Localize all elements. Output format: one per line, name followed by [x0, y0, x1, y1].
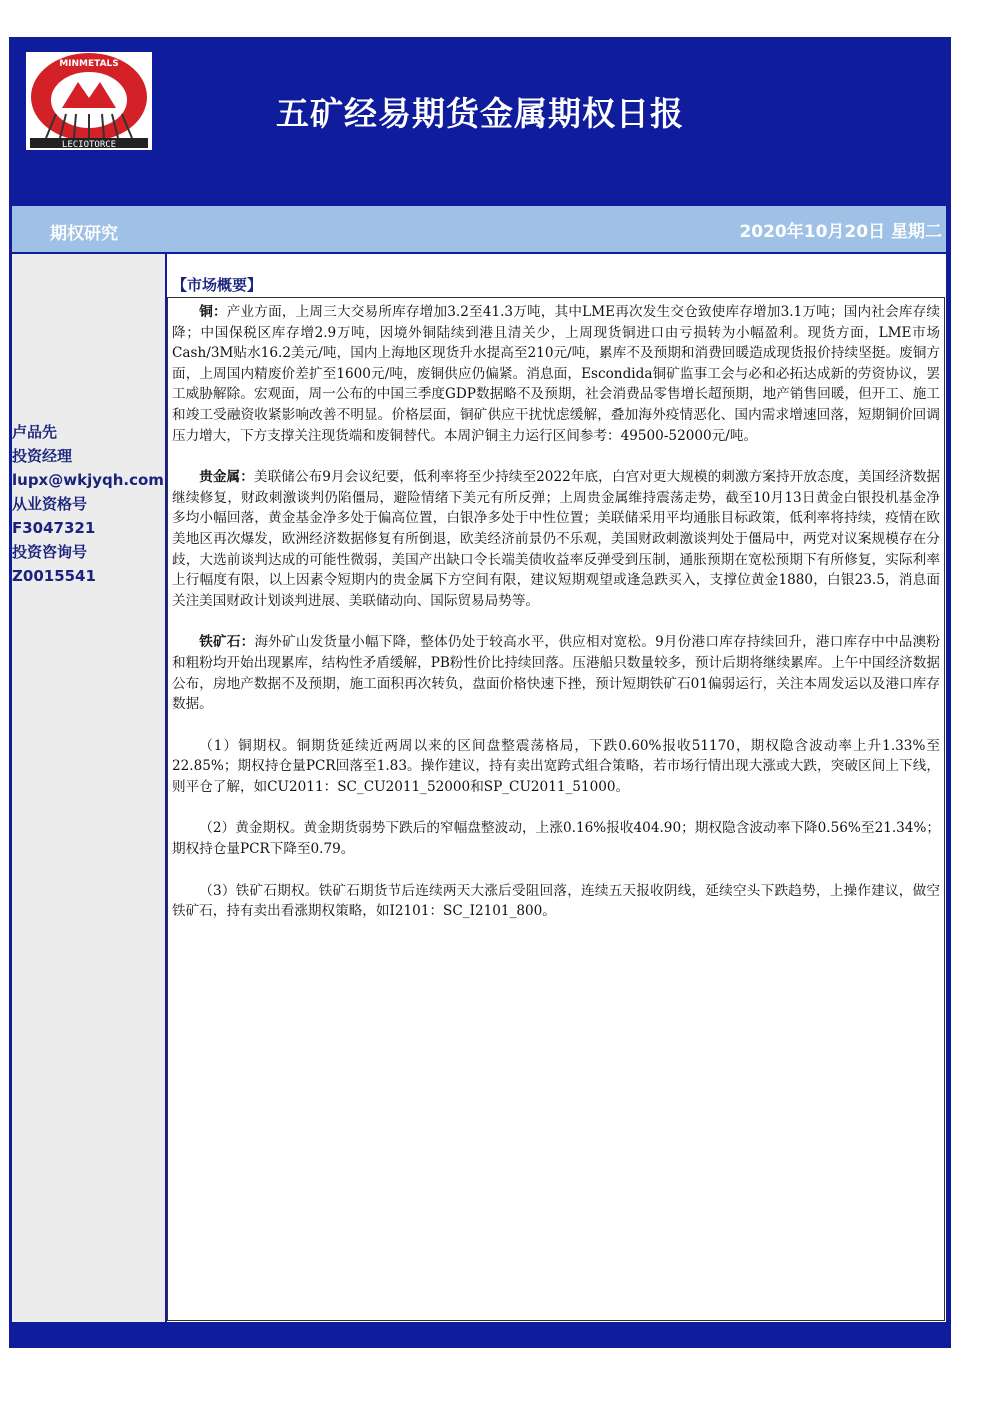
- market-summary-box: [167, 297, 945, 1321]
- analyst-name: 卢品先: [12, 423, 58, 441]
- consult-label: 投资咨询号: [12, 543, 88, 561]
- report-date: 2020年10月20日 星期二: [739, 222, 942, 242]
- iron-ore-paragraph: [172, 632, 940, 714]
- iron-ore-options-paragraph: （3）铁矿石期权。铁矿石期货节后连续两天大涨后受阻回落，连续五天报收阴线，延续空头下跌趋势，上操作建议，做空铁矿石，持有卖出看涨期权策略，如I2101：SC_I2101_800。: [172, 882, 940, 920]
- analyst-sidebar: [12, 254, 165, 1322]
- qualification-label: 从业资格号: [12, 495, 88, 513]
- analyst-title: 投资经理: [12, 447, 73, 465]
- precious-metals-paragraph: [172, 467, 940, 611]
- iron-ore-text: 海外矿山发货量小幅下降，整体仍处于较高水平，供应相对宽松。9月份港口库存持续回升，港口库存中中品澳粉和粗粉均开始出现累库，结构性矛盾缓解，PB粉性价比持续回落。压港船只数量较多，预计后期将继续累库。上午中国经济数据公布，房地产数据不及预期，施工面积再次转负，盘面价格快速下挫，预计短期铁矿石01偏弱运行，关注本周发运以及港口库存数据。: [172, 634, 940, 713]
- copper-options-paragraph: （1）铜期权。铜期货延续近两周以来的区间盘整震荡格局，下跌0.60%报收51170，期权隐含波动率上升1.33%至22.85%；期权持仓量PCR回落至1.83。操作建议，持有卖出宽跨式组合策略，若市场行情出现大涨或大跌，突破区间上下线，则平仓了解，如CU2011：SC_CU2011_52000和SP_CU2011_51000。: [172, 737, 940, 795]
- sidebar-edge-mark: [9, 590, 12, 608]
- copper-label: 铜：: [199, 304, 227, 320]
- qualification-number: F3047321: [12, 519, 96, 537]
- analyst-email[interactable]: lupx@wkjyqh.com: [12, 471, 164, 489]
- precious-metals-label: 贵金属：: [199, 469, 254, 486]
- iron-ore-label: 铁矿石：: [199, 634, 255, 651]
- minmetals-logo: [26, 52, 152, 150]
- analyst-info: [12, 420, 172, 588]
- consult-number: Z0015541: [12, 567, 96, 585]
- gold-options-paragraph: （2）黄金期权。黄金期货弱势下跌后的窄幅盘整波动，上涨0.16%报收404.90；期权隐含波动率下降0.56%至21.34%；期权持仓量PCR下降至0.79。: [172, 820, 940, 858]
- market-summary-heading: 【市场概要】: [172, 276, 263, 294]
- copper-paragraph: [172, 302, 940, 446]
- precious-metals-text: 美联储公布9月会议纪要，低利率将至少持续至2022年底，白宫对更大规模的刺激方案持开放态度，美国经济数据继续修复，财政刺激谈判仍陷僵局，避险情绪下美元有所反弹；上周贵金属维持震荡走势，截至10月13日黄金白银投机基金净多均小幅回落，黄金基金净多处于偏高位置，白银净多处于中性位置；美联储采用平均通胀目标政策，低利率将持续，疫情在欧美地区再次爆发，欧洲经济数据修复有所倒退，欧美经济前景仍不乐观，美国财政刺激谈判处于僵局中，两党对议案规模存在分歧，大选前谈判达成的可能性微弱，美国产出缺口令长端美债收益率反弹受到压制，通胀预期在宽松预期下有所修复，实际利率上行幅度有限，以上因素令短期内的贵金属下方空间有限，建议短期观望或逢急跌买入，支撑位黄金1880，白银23.5，消息面关注美国财政计划谈判进展、美联储动向、国际贸易局势等。: [172, 469, 941, 609]
- logo-text-bottom: LECIOTORCE: [61, 140, 117, 150]
- section-label: 期权研究: [50, 224, 118, 244]
- logo-text-top: MINMETALS: [59, 59, 119, 69]
- copper-text: 产业方面，上周三大交易所库存增加3.2至41.3万吨，其中LME再次发生交仓致使库存增加3.1万吨；国内社会库存续降；中国保税区库存增2.9万吨，因境外铜陆续到港且清关少，上周现货铜进口由亏损转为小幅盈利。现货方面，LME市场Cash/3M贴水16.2美元/吨，国内上海地区现货升水提高至210元/吨，累库不及预期和消费回暖造成现货报价持续坚挺。废铜方面，上周国内精废价差扩至1600元/吨，废铜供应仍偏紧。消息面，Escondida铜矿监事工会与必和必拓达成新的劳资协议，罢工威胁解除。宏观面，周一公布的中国三季度GDP数据略不及预期，社会消费品零售增长超预期，地产销售回暖，但开工、施工和竣工受融资收紧影响改善不明显。价格层面，铜矿供应干扰忧虑缓解，叠加海外疫情恶化、国内需求增速回落，短期铜价回调压力增大，下方支撑关注现货端和废铜替代。本周沪铜主力运行区间参考：49500-52000元/吨。: [172, 304, 940, 444]
- report-title: 五矿经易期货金属期权日报: [276, 94, 684, 133]
